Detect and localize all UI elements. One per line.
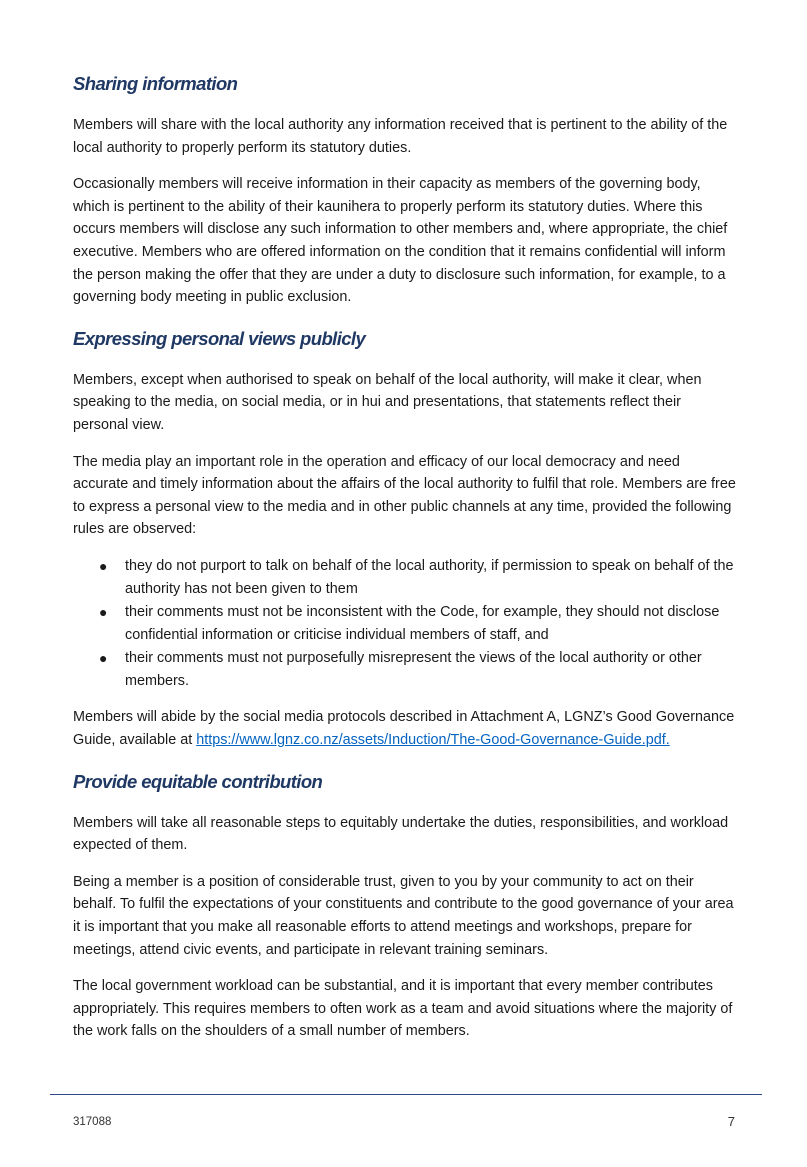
paragraph-social-media-protocols <box>73 706 738 751</box>
paragraph: Members will share with the local authority any information received that is pertinent to the ability of the local authority to properly perform its statutory duties. <box>73 117 728 156</box>
footer-divider <box>50 1094 762 1095</box>
paragraph: The local government workload can be substantial, and it is important that every member contributes appropriately. This requires members to often work as a team and avoid situations where the majority of the work falls on the shoulders of a small number of members. <box>73 978 733 1040</box>
bullet-icon: ● <box>99 604 108 621</box>
rules-list <box>73 555 738 693</box>
bullet-icon: ● <box>99 557 108 574</box>
page-number: 7 <box>727 1114 735 1129</box>
paragraph-text: Members will abide by the social media protocols described in Attachment A, LGNZ’s Good Governance Guide, available at <box>73 709 735 749</box>
list-item <box>73 555 738 600</box>
list-item <box>73 647 738 692</box>
heading-expressing-personal-views: Expressing personal views publicly <box>73 327 366 349</box>
list-item-text: they do not purport to talk on behalf of the local authority, if permission to speak on behalf of the authority has not been given to them <box>125 557 734 597</box>
document-reference: 317088 <box>73 1116 112 1128</box>
page-content <box>73 70 738 1043</box>
paragraph: Being a member is a position of considerable trust, given to you by your community to act on their behalf. To fulfil the expectations of your constituents and contribute to the good governance of your area it is important that you make all reasonable efforts to attend meetings and workshops, prepare for meetings, attend civic events, and participate in relevant training seminars. <box>73 873 734 958</box>
list-item <box>73 601 738 646</box>
good-governance-guide-link[interactable]: https://www.lgnz.co.nz/assets/Induction/The-Good-Governance-Guide.pdf. <box>196 732 670 749</box>
paragraph: Members, except when authorised to speak on behalf of the local authority, will make it clear, when speaking to the media, on social media, or in hui and presentations, that statements reflect their personal view. <box>73 371 702 433</box>
paragraph: The media play an important role in the operation and efficacy of our local democracy and need accurate and timely information about the affairs of the local authority to fulfil that role. Members are free to express a personal view to the media and in other public channels at any time, provided the following rules are observed: <box>73 453 736 538</box>
heading-provide-equitable-contribution: Provide equitable contribution <box>73 770 323 792</box>
paragraph: Members will take all reasonable steps to equitably undertake the duties, responsibilities, and workload expected of them. <box>73 814 729 854</box>
bullet-icon: ● <box>99 650 108 667</box>
paragraph: Occasionally members will receive information in their capacity as members of the governing body, which is pertinent to the ability of their kaunihera to properly perform its statutory duties. Where this occurs members will disclose any such information to other members and, where appropriate, the chief executive. Members who are offered information on the condition that it remains confidential will inform the person making the offer that they are under a duty to disclosure such information, for example, to a governing body meeting in public exclusion. <box>73 176 728 306</box>
list-item-text: their comments must not purposefully misrepresent the views of the local authority or other members. <box>125 650 702 689</box>
list-item-text: their comments must not be inconsistent with the Code, for example, they should not disclose confidential information or criticise individual members of staff, and <box>125 604 720 643</box>
heading-sharing-information: Sharing information <box>73 73 238 94</box>
